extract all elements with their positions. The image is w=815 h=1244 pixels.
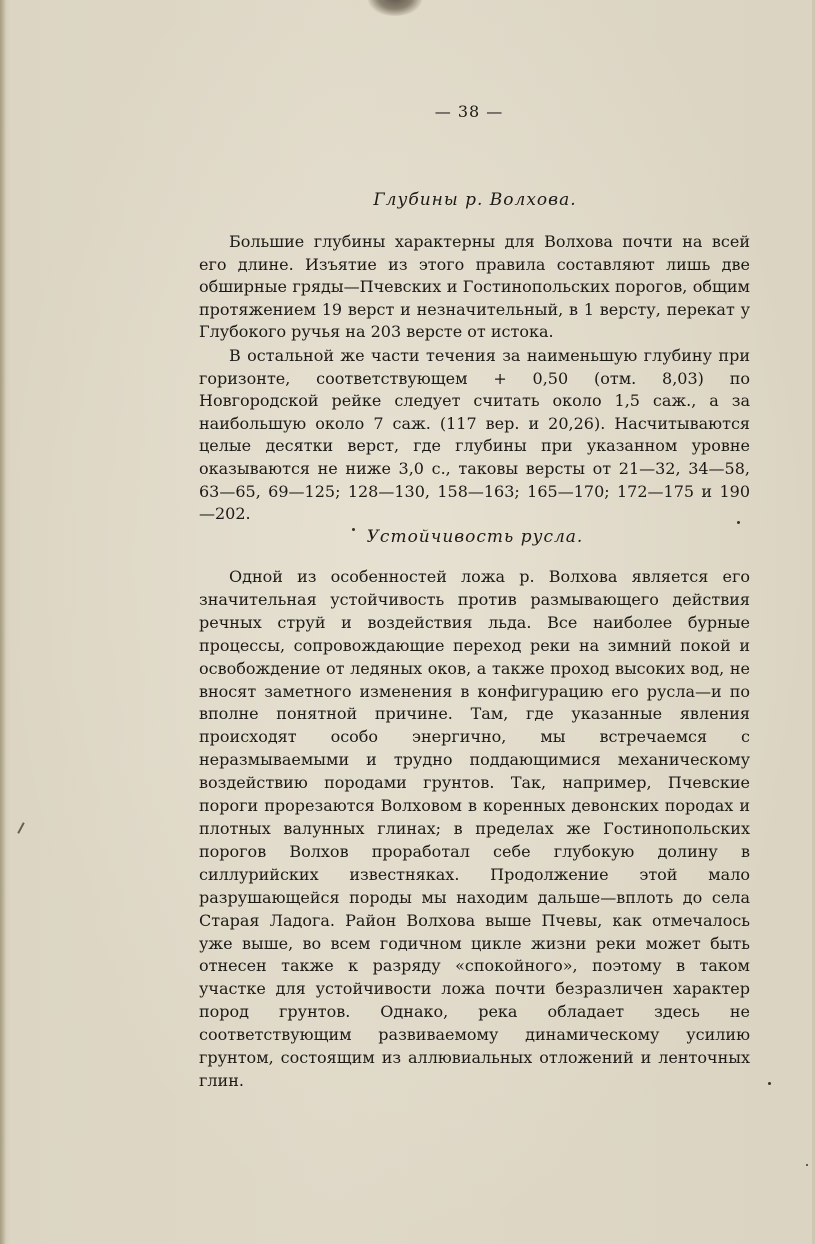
margin-pencil-mark <box>17 822 24 834</box>
binding-stain <box>368 0 422 16</box>
section-heading-stability: Устойчивость русла. <box>366 527 584 547</box>
print-speck <box>806 1164 808 1166</box>
print-speck <box>768 1082 771 1085</box>
paragraph-stability: Одной из особенностей ложа р. Волхова является его значительная устойчивость против размывающего действия речных струй и воздействия льда. Все наиболее бурные процессы, сопровождающие переход реки на зимний покой и освобождение от ледяных оков, а также проход высоких вод, не вносят заметного изменения в конфигурацию его русла—и по вполне понятной причине. Там, где указанные явления происходят особо энергично, мы встречаемся с неразмываемыми и трудно поддающимися механическому воздействию породами грунтов. Так, например, Пчевские пороги прорезаются Волховом в коренных девонских породах и плотных валунных глинах; в пределах же Гостинопольских порогов Волхов проработал себе глубокую долину в силлурийских известняках. Продолжение этой мало разрушающейся породы мы находим дальше—вплоть до села Старая Ладога. Район Волхова выше Пчевы, как отмечалось уже выше, во всем годичном цикле жизни реки может быть отнесен также к разряду «спокойного», поэтому в таком участке для устойчивости ложа почти безразличен характер пород грунтов. Однако, река обладает здесь не соответствующим развиваемому динамическому усилию грунтом, состоящим из аллювиальных отложений и ленточных глин. <box>199 567 750 1090</box>
paragraph-depths-intro: Большие глубины характерны для Волхова почти на всей его длине. Изъятие из этого правила составляют лишь две обширные гряды—Пчевских и Гостинопольских порогов, общим протяжением 19 верст и незначительный, в 1 версту, перекат у Глубокого ручья на 203 версте от истока. <box>199 232 750 342</box>
section-heading-depths: Глубины р. Волхова. <box>373 190 577 210</box>
page-binding-shadow <box>0 0 6 1244</box>
paragraph-depths-detail: В остальной же части течения за наименьшую глубину при горизонте, соответствующем + 0,50 (отм. 8,03) по Новгородской рейке следует считать около 1,5 саж., а за наибольшую около 7 саж. (117 вер. и 20,26). Насчитываются целые десятки верст, где глубины при указанном уровне оказываются не ниже 3,0 с., таковы версты от 21—32, 34—58, 63—65, 69—125; 128—130, 158—163; 165—170; 172—175 и 190—202. <box>199 346 750 524</box>
page-number: — 38 — <box>434 102 504 121</box>
